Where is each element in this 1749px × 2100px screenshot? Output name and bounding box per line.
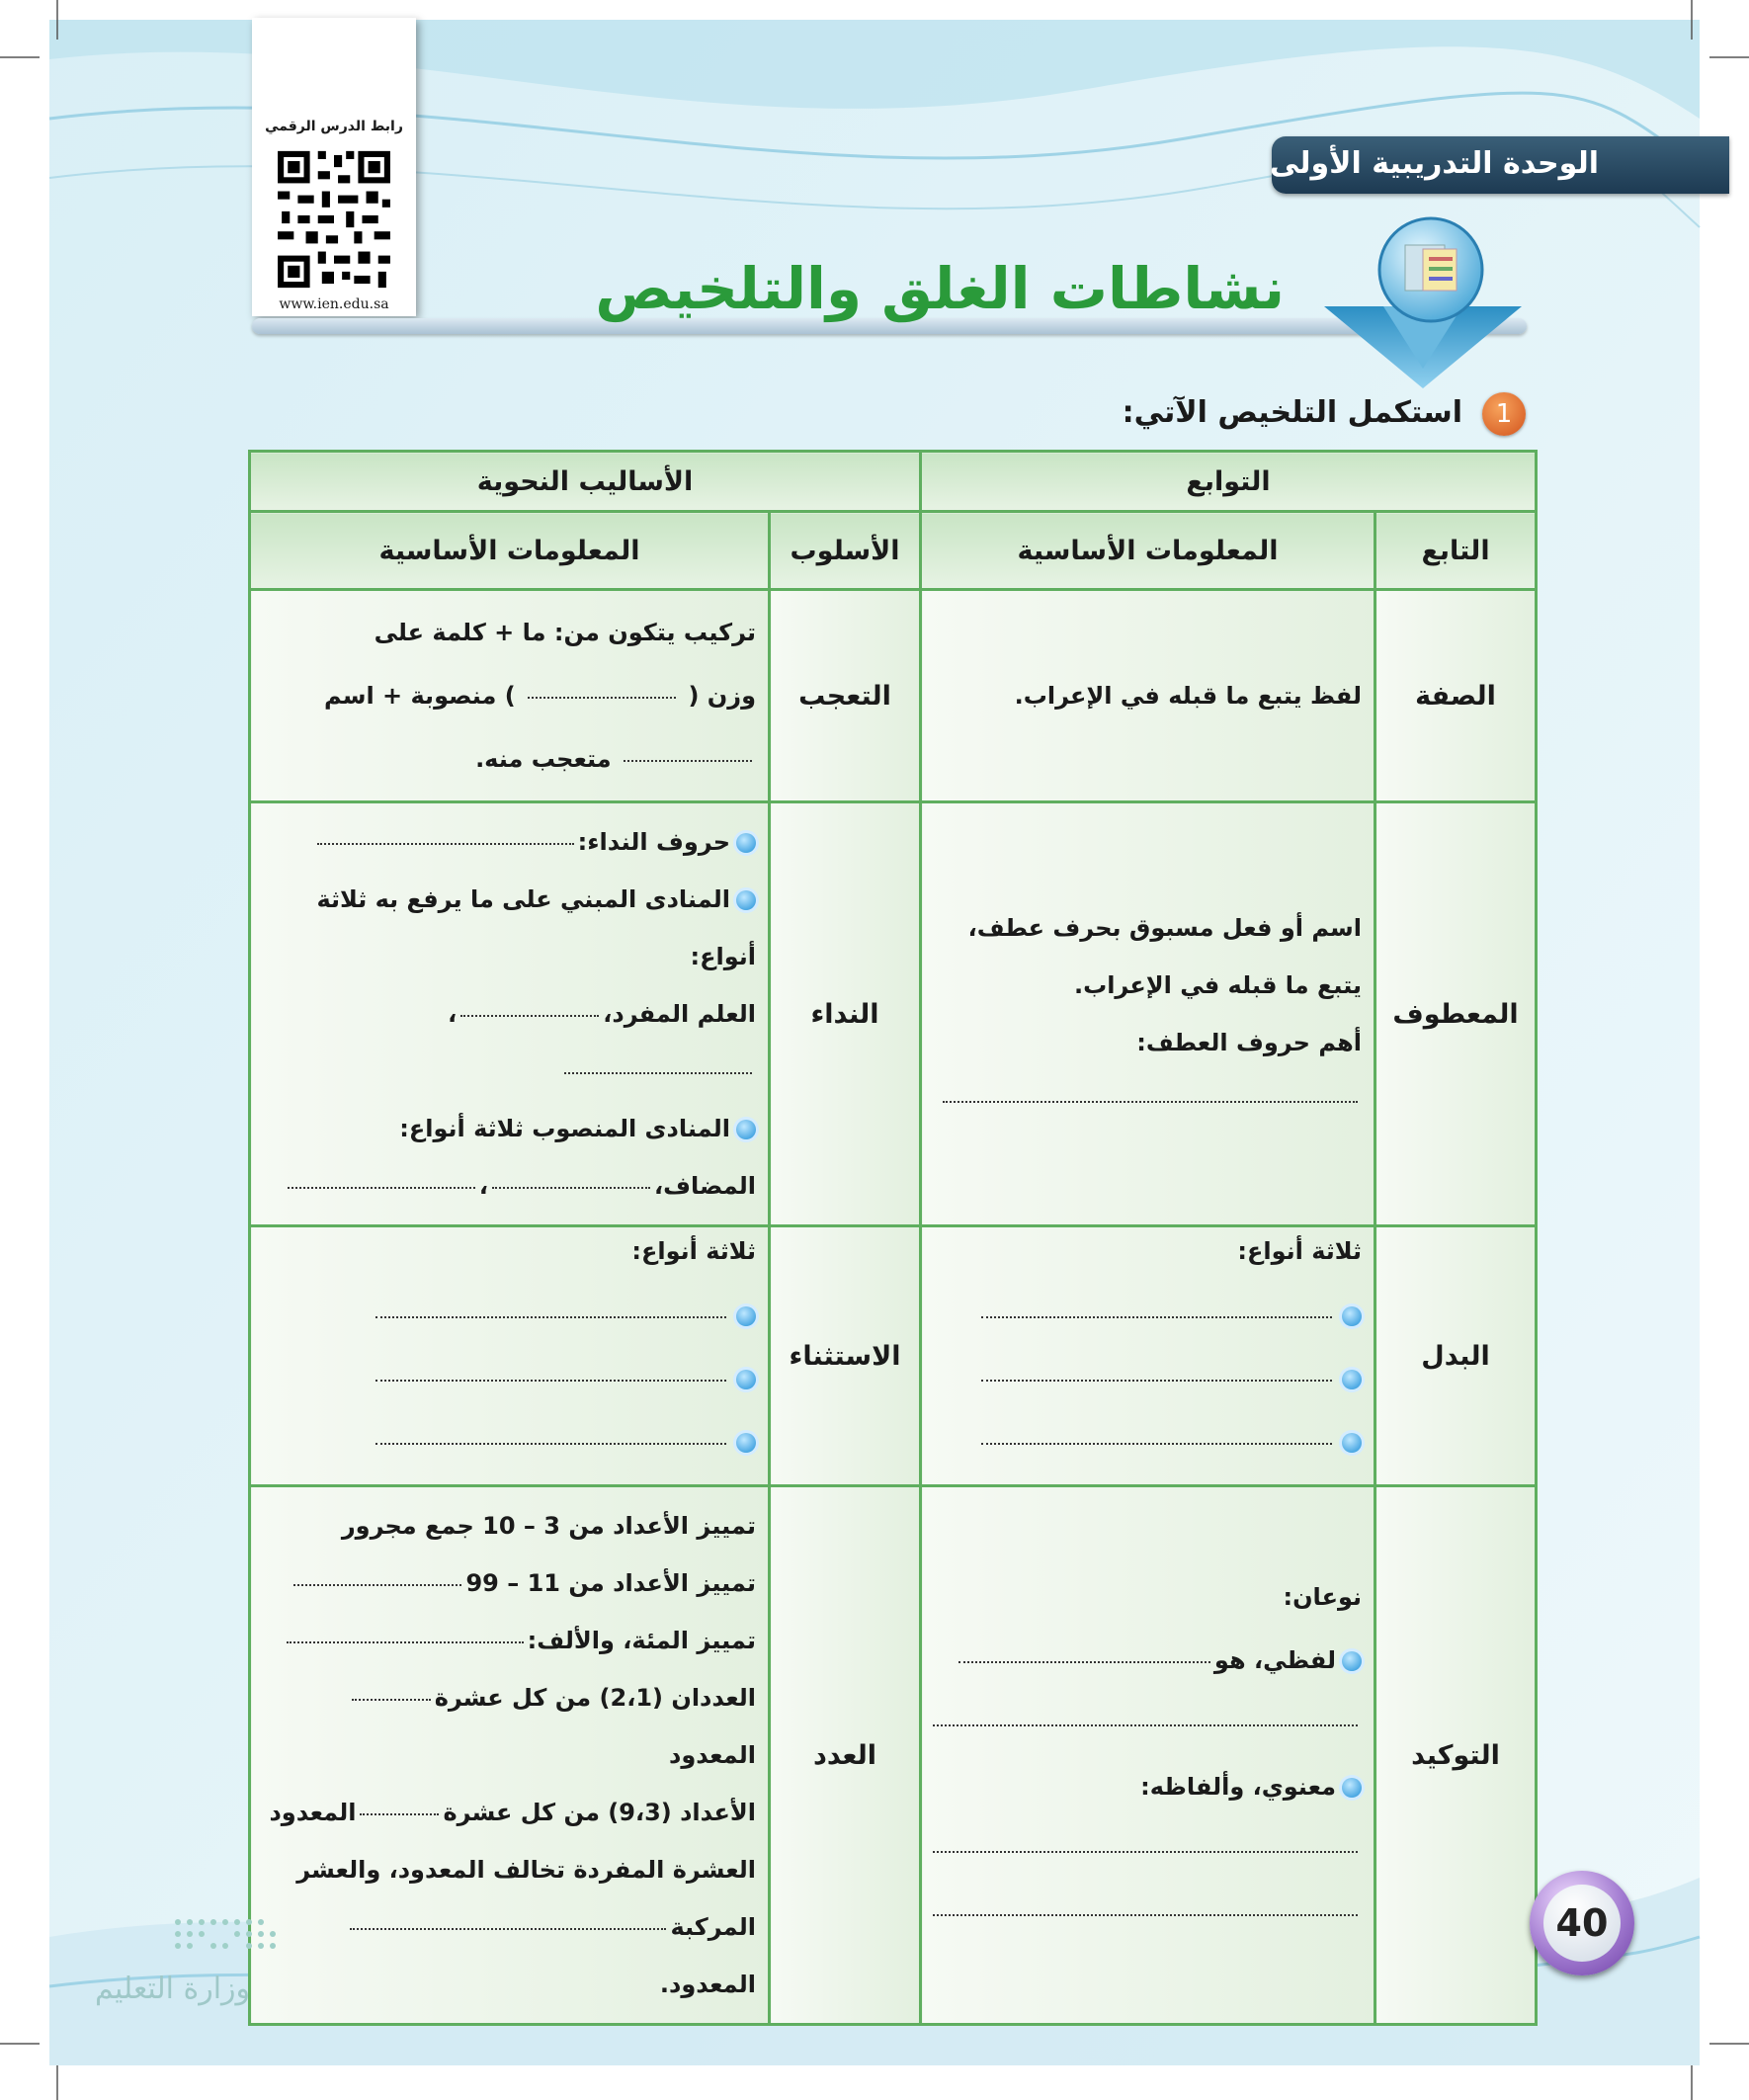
info-line: الأعداد (9،3) من كل عشرة — [443, 1799, 757, 1826]
unit-title: الوحدة التدريبية الأولى — [1269, 146, 1599, 181]
header-style: الأسلوب — [770, 512, 921, 590]
question-instruction: استكمل التلخيص الآتي: — [1122, 395, 1462, 430]
tabe-maatuf: المعطوف — [1375, 802, 1537, 1226]
info-line: أهم حروف العطف: — [1136, 1029, 1363, 1056]
blank-line[interactable] — [375, 1441, 726, 1445]
info-line: العددان (2،1) من كل عشرة — [434, 1684, 757, 1712]
info-line: ) منصوبة + اسم — [324, 682, 516, 710]
blank-line[interactable] — [360, 1811, 439, 1815]
style-taajjub: التعجب — [770, 590, 921, 802]
style-nidaa: النداء — [770, 802, 921, 1226]
qr-url[interactable]: www.ien.edu.sa — [279, 296, 389, 312]
info-line: المنادى المنصوب ثلاثة أنواع: — [399, 1115, 731, 1142]
ministry-name: وزارة التعليم — [95, 1972, 251, 2006]
info-line: اسم أو فعل مسبوق بحرف عطف، — [967, 914, 1363, 942]
info-line: المعدود. — [659, 1971, 757, 1998]
page-title: نشاطات الغلق والتلخيص — [595, 255, 1285, 322]
bullet-icon — [1342, 1433, 1362, 1453]
blank-line[interactable] — [350, 1926, 666, 1930]
bullet-icon — [736, 1370, 756, 1389]
blank-line[interactable] — [943, 1099, 1358, 1103]
style-info-cell — [250, 1226, 770, 1486]
info-line: ، — [478, 1172, 489, 1200]
bullet-icon — [736, 890, 756, 910]
tabe-info-text: لفظ يتبع ما قبله في الإعراب. — [1014, 682, 1363, 710]
info-line: المضاف، — [654, 1172, 757, 1200]
bullet-icon — [1342, 1306, 1362, 1326]
header-asalib: الأساليب النحوية — [250, 452, 921, 512]
bullet-icon — [736, 1306, 756, 1326]
style-info-cell — [250, 802, 770, 1226]
table-row — [250, 590, 1537, 802]
tabe-badal: البدل — [1375, 1226, 1537, 1486]
blank-line[interactable] — [375, 1314, 726, 1318]
qr-code-icon — [274, 146, 394, 293]
tabe-info-cell — [921, 1226, 1375, 1486]
page-number: 40 — [1543, 1885, 1621, 1962]
tabe-info-cell — [921, 802, 1375, 1226]
info-line: متعجب منه. — [475, 745, 612, 773]
blank-line[interactable] — [352, 1697, 431, 1701]
style-adad: العدد — [770, 1486, 921, 2025]
info-line: وزن ( — [688, 682, 757, 710]
bullet-icon — [1342, 1778, 1362, 1798]
blank-line[interactable] — [981, 1441, 1332, 1445]
info-line: المركبة — [670, 1913, 757, 1941]
info-line: تمييز المئة، والألف: — [527, 1627, 757, 1654]
tabe-sifa: الصفة — [1375, 590, 1537, 802]
tabe-info-cell — [921, 590, 1375, 802]
qr-label: رابط الدرس الرقمي — [265, 119, 403, 134]
blank-line[interactable] — [981, 1314, 1332, 1318]
info-line: العلم المفرد، — [603, 1000, 757, 1028]
info-line: تركيب يتكون من: ما + كلمة على — [374, 619, 757, 646]
summary-table — [248, 450, 1538, 2026]
info-line: المعدود — [669, 1741, 757, 1769]
info-line: نوعان: — [1283, 1583, 1363, 1611]
info-line: تمييز الأعداد من 3 – 10 جمع مجرور — [341, 1512, 757, 1540]
info-line: المنادى المبني على ما يرفع به ثلاثة أنواع: — [316, 885, 757, 970]
tabe-info-cell — [921, 1486, 1375, 2025]
blank-line[interactable] — [981, 1378, 1332, 1382]
blank-line[interactable] — [293, 1582, 461, 1586]
style-istithnaa: الاستثناء — [770, 1226, 921, 1486]
blank-line[interactable] — [528, 695, 676, 699]
blank-line[interactable] — [288, 1185, 475, 1189]
lesson-emblem-icon — [1314, 215, 1532, 413]
bullet-icon — [736, 1120, 756, 1139]
blank-line[interactable] — [492, 1185, 650, 1189]
tabe-tawkid: التوكيد — [1375, 1486, 1537, 2025]
table-row — [250, 802, 1537, 1226]
blank-line[interactable] — [933, 1912, 1358, 1916]
qr-card[interactable] — [252, 18, 416, 316]
header-tawabe: التوابع — [921, 452, 1537, 512]
info-line: ثلاثة أنواع: — [631, 1237, 757, 1265]
blank-line[interactable] — [933, 1849, 1358, 1853]
blank-line[interactable] — [375, 1378, 726, 1382]
blank-line[interactable] — [958, 1659, 1210, 1663]
info-line: يتبع ما قبله في الإعراب. — [1073, 971, 1363, 999]
blank-line[interactable] — [287, 1639, 524, 1643]
info-line: حروف النداء: — [577, 828, 731, 856]
info-line: المعدود — [269, 1799, 357, 1826]
bullet-icon — [1342, 1651, 1362, 1671]
info-line: العشرة المفردة تخالف المعدود، والعشر — [296, 1856, 757, 1884]
table-row — [250, 1486, 1537, 2025]
info-line: لفظي، هو — [1213, 1646, 1337, 1674]
info-line: ثلاثة أنواع: — [1237, 1237, 1363, 1265]
header-tabe-info: المعلومات الأساسية — [921, 512, 1375, 590]
bullet-icon — [736, 833, 756, 853]
style-info-cell — [250, 1486, 770, 2025]
header-style-info: المعلومات الأساسية — [250, 512, 770, 590]
blank-line[interactable] — [460, 1013, 599, 1017]
table-row — [250, 1226, 1537, 1486]
info-line: ، — [448, 1000, 458, 1028]
info-line: معنوي، وألفاظه: — [1140, 1773, 1337, 1801]
header-tabe: التابع — [1375, 512, 1537, 590]
style-info-cell — [250, 590, 770, 802]
question-number-badge: 1 — [1482, 392, 1526, 436]
bullet-icon — [736, 1433, 756, 1453]
bullet-icon — [1342, 1370, 1362, 1389]
blank-line[interactable] — [317, 841, 574, 845]
blank-line[interactable] — [933, 1722, 1358, 1726]
blank-line[interactable] — [564, 1070, 752, 1074]
info-line: تمييز الأعداد من 11 – 99 — [465, 1569, 757, 1597]
blank-line[interactable] — [624, 758, 752, 762]
